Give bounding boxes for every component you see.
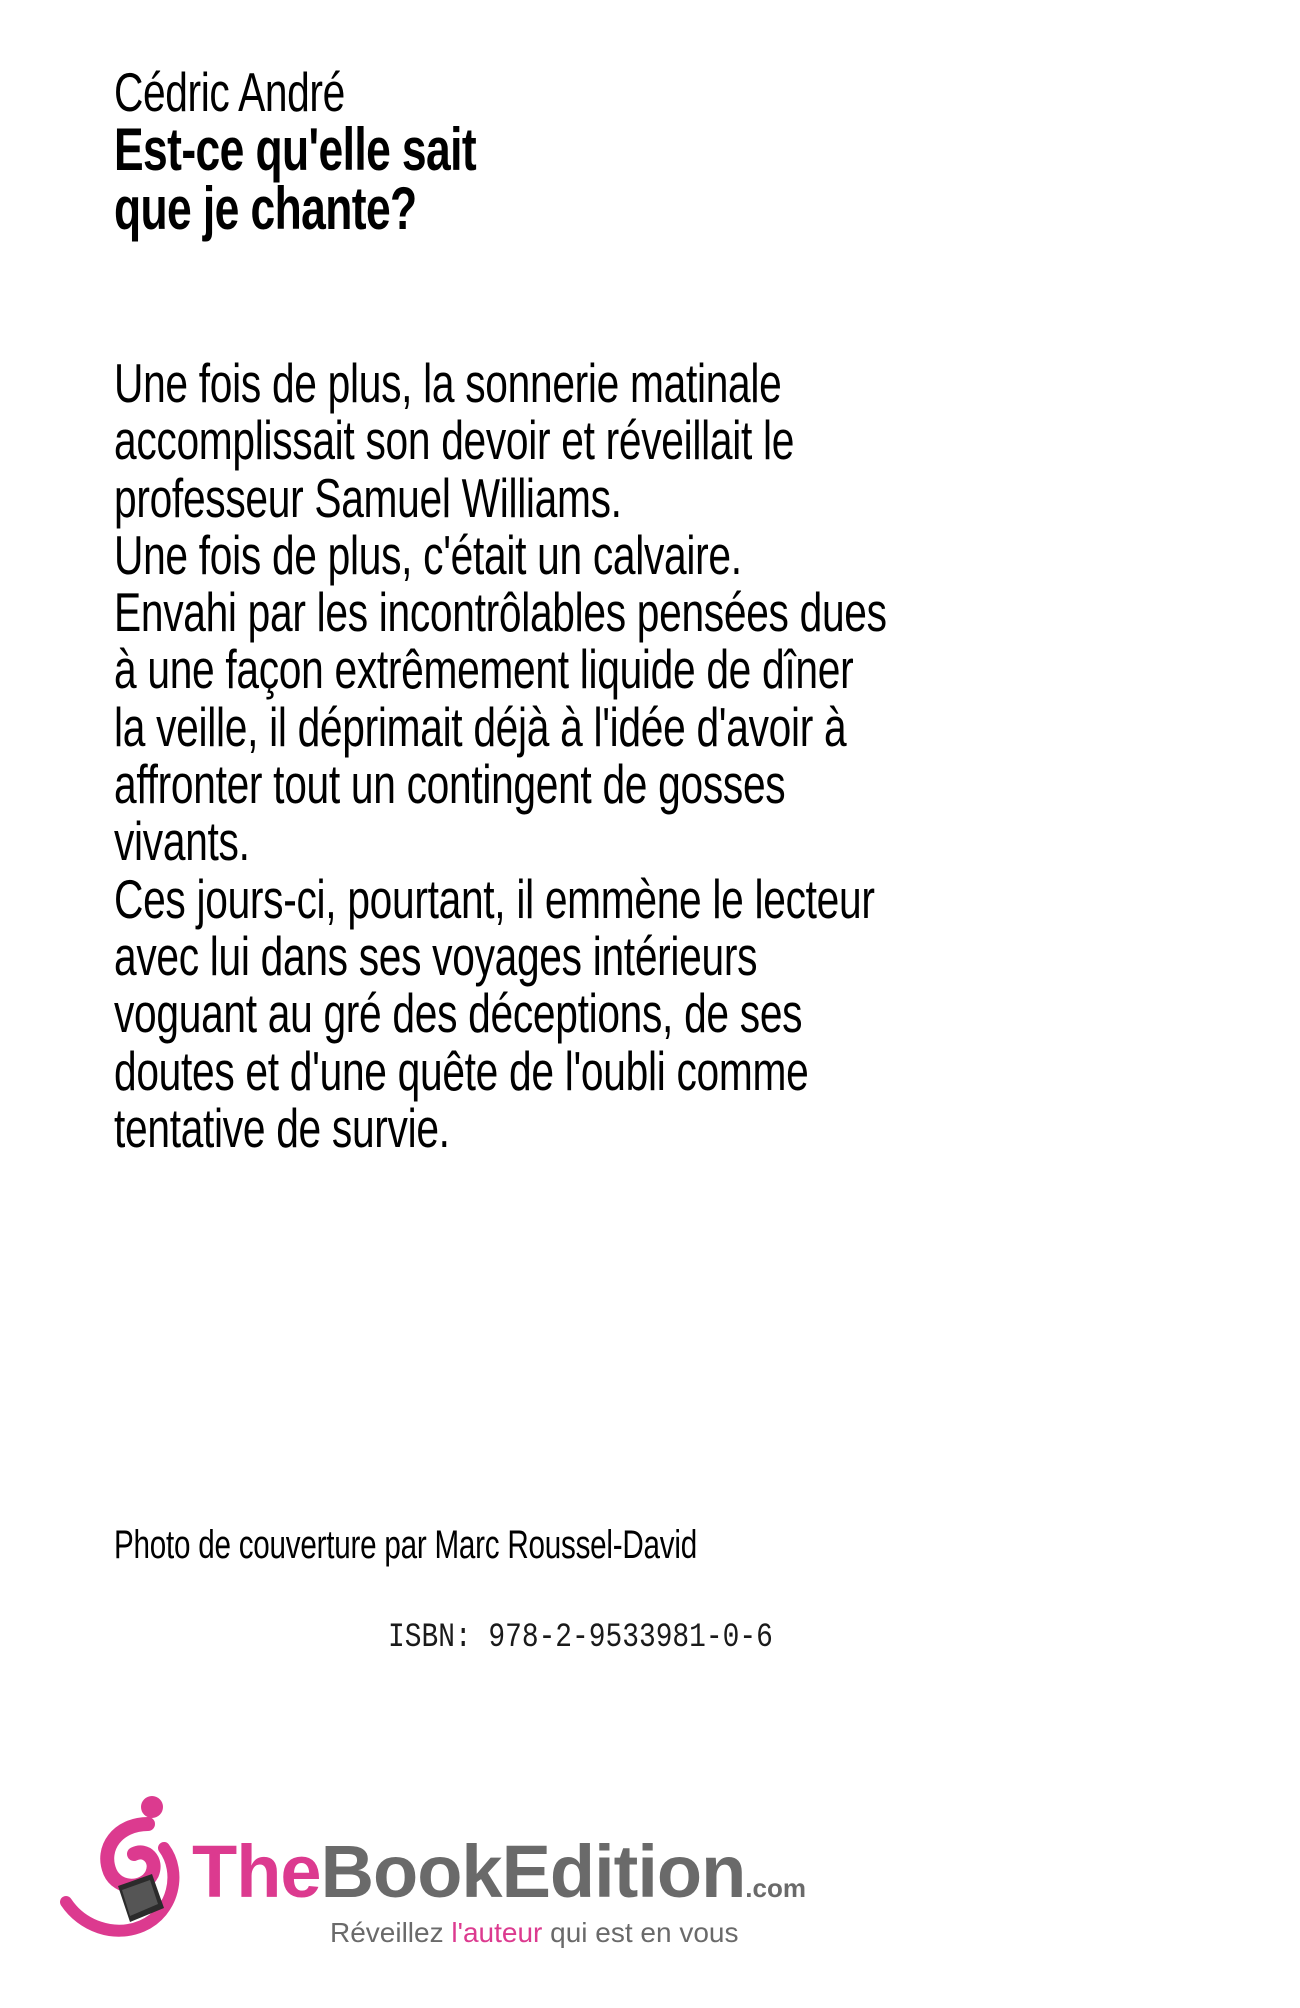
blurb-line: à une façon extrêmement liquide de dîner [114,638,854,701]
book-title-line-2: que je chante? [114,175,417,242]
blurb-line: doutes et d'une quête de l'oubli comme [114,1039,809,1102]
person-swirl-icon [60,1790,190,1950]
blurb-line: Ces jours-ci, pourtant, il emmène le lecteur [114,867,875,930]
blurb-line: professeur Samuel Williams. [114,466,622,529]
blurb-line: avec lui dans ses voyages intérieurs [114,924,758,987]
blurb-line: voguant au gré des déceptions, de ses [114,982,803,1045]
publisher-name [192,1832,806,1928]
publisher-name-the: The [192,1830,321,1913]
publisher-name-suffix: .com [745,1873,806,1903]
book-title-line-1: Est-ce qu'elle sait [114,116,477,183]
slogan-accent: l'auteur [451,1917,543,1948]
blurb-line: affronter tout un contingent de gosses [114,753,786,816]
blurb-line: accomplissait son devoir et réveillait le [114,409,795,472]
book-title [114,116,477,242]
blurb-line: la veille, il déprimait déjà à l'idée d'avoir à [114,695,847,758]
publisher-slogan [330,1916,738,1950]
author-name: Cédric André [114,61,345,123]
blurb-line: Une fois de plus, c'était un calvaire. [114,523,742,586]
blurb-line: Une fois de plus, la sonnerie matinale [114,352,782,414]
slogan-start: Réveillez [330,1917,452,1948]
photo-credit: Photo de couverture par Marc Roussel-David [114,1523,697,1567]
blurb-line: tentative de survie. [114,1096,450,1159]
blurb-line: Envahi par les incontrôlables pensées dues [114,581,887,644]
blurb-line: vivants. [114,810,250,873]
publisher-logo [60,1790,860,1980]
isbn-number: ISBN: 978-2-9533981-0-6 [388,1619,773,1657]
slogan-end: qui est en vous [542,1917,739,1948]
back-cover-blurb [114,352,887,1159]
publisher-name-main: BookEdition [320,1830,746,1913]
